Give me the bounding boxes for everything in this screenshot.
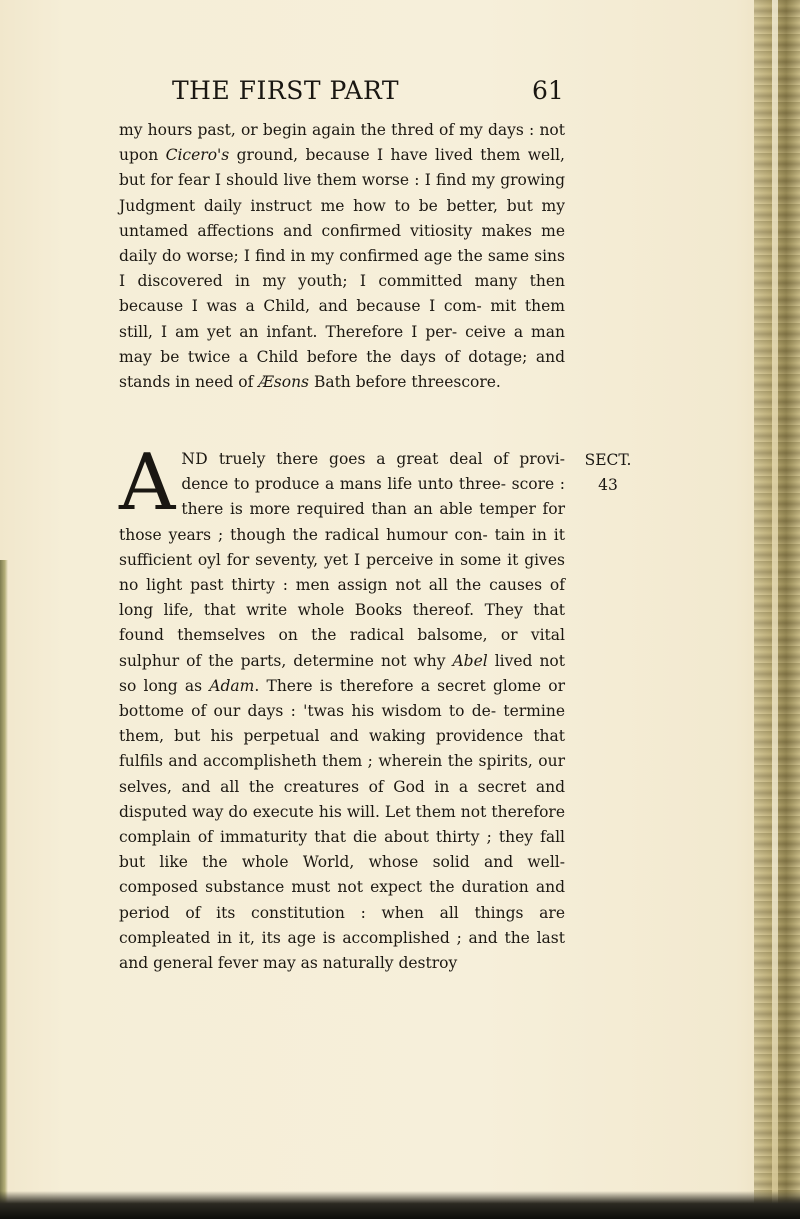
p2-text: . There is therefore a secret glome or bottome of our days : 'twas his wisdom to de- termine them, but his perpetual and waking providence that fulfils and accomplisheth them ; wherein the spirits, our selves, and all the creatures of God in a secret and disputed way do execute his will. Let them not therefore complain of immaturity that die about thirty ; they fall but like the whole World, whose solid and well-composed substance must not expect the duration and period of its constitution : when all things are compleated in it, its age is accomplished ; and the last and general fever may as naturally destroy (119, 676, 565, 973)
p1-line: my hours past, or begin again the thred of my days : (119, 121, 535, 139)
running-head-title: THE FIRST PART (172, 76, 400, 105)
first-word-smallcaps: ND (181, 450, 208, 468)
p2-text: truely there goes a great deal of provi- dence to produce a mans life unto three- score : there is more required than an able temper for those years ; though the radical humour con- tain in it sufficient oyl for seventy, yet I perceive in some it gives no light past thirty : men assign not all the causes of long life, that write whole Books thereof. They that found themselves on the radical balsome, or vital sulphur of the parts, determine not why (119, 450, 565, 670)
paragraph-1-text (119, 118, 565, 395)
p1-line: mit them still, I am yet an infant. Therefore I per- (119, 297, 565, 341)
section-43-paragraph (119, 438, 565, 976)
running-head (0, 76, 800, 116)
drop-cap: A (119, 438, 176, 528)
p1-line: not upon (119, 121, 565, 165)
page-left-edge-shadow (0, 560, 8, 1219)
p2-text: lived not so long as (119, 651, 565, 695)
page-number: 61 (532, 76, 564, 105)
p1-line: many then because I was a Child, and because I com- (119, 272, 565, 316)
page-bottom-shadow (0, 1191, 800, 1219)
section-number: 43 (598, 476, 618, 494)
p2-italic-name: Adam (209, 676, 255, 695)
section-marginal-note (578, 448, 638, 498)
p1-line: well, but for fear I should live them worse : I find my (119, 146, 565, 190)
p1-line: threescore. (411, 373, 501, 392)
page-fore-edge (754, 0, 800, 1219)
p1-line: but my untamed affections and confirmed vitiosity (119, 196, 566, 240)
p1-line: Bath before (309, 373, 407, 392)
p1-line: the same sins I discovered in my youth; I committed (119, 247, 565, 291)
p1-italic-name: Æsons (258, 373, 310, 392)
p1-line: growing Judgment daily instruct me how to be better, (119, 171, 565, 215)
paragraph-continued (119, 118, 565, 395)
paragraph-2-text (119, 438, 565, 976)
p1-line: makes me daily do worse; I find in my confirmed age (119, 221, 566, 266)
p1-italic-name: Cicero's (165, 146, 230, 165)
p1-line: ground, because I have lived them (229, 146, 521, 165)
p2-italic-name: Abel (452, 651, 488, 670)
section-label: SECT. (584, 451, 632, 469)
p1-line: ceive a man may be twice a Child before the days (119, 322, 565, 366)
p1-line: of dotage; and stands in need of (119, 347, 566, 392)
